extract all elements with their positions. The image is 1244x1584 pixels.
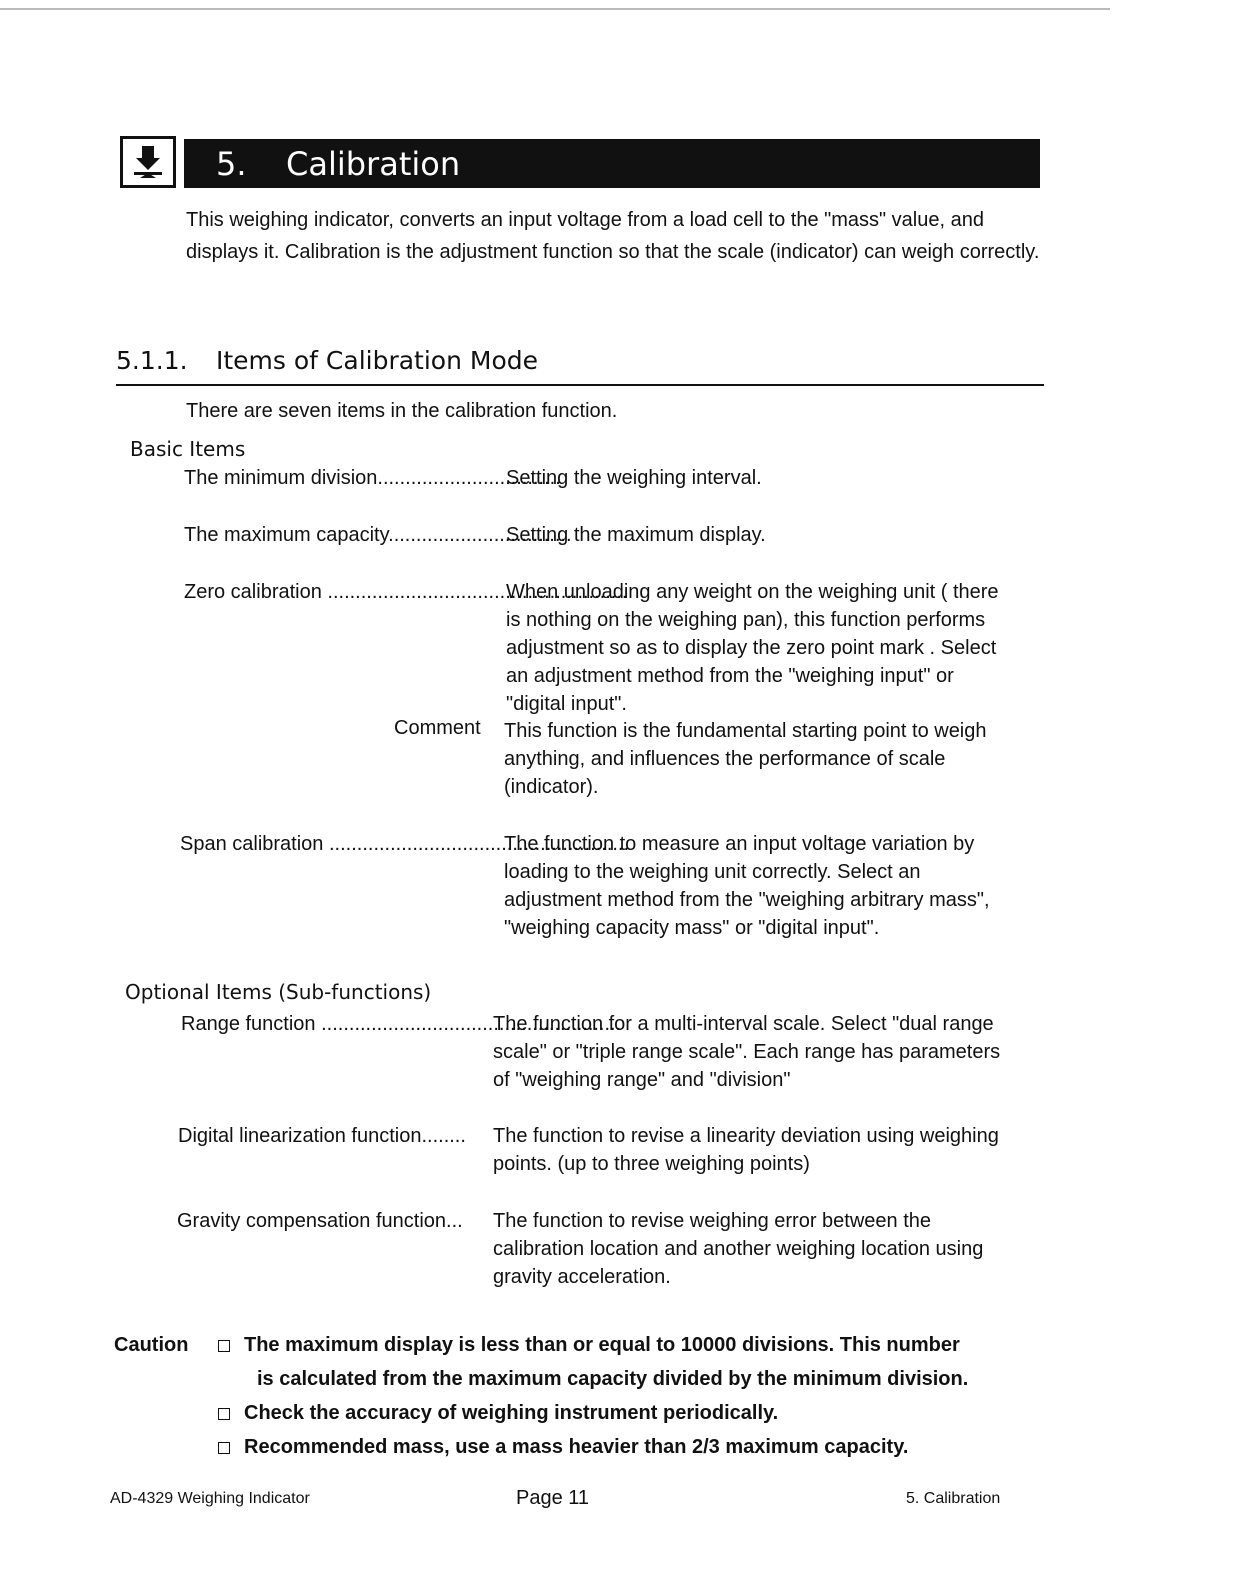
- item-description: The function to revise weighing error between the calibration location and another weighing location using gravity acceleration.: [493, 1210, 984, 1288]
- chapter-title: Calibration: [286, 144, 461, 183]
- list-item: [180, 830, 1040, 950]
- section-number: 5.1.1.: [116, 346, 188, 375]
- item-description: The function for a multi-interval scale. Select "dual range scale" or "triple range scale". Each range has parameters of "weighing range" and "division": [493, 1013, 1001, 1091]
- item-description: When unloading any weight on the weighing unit ( there is nothing on the weighing pan), this function performs adjustment so as to display the zero point mark . Select an adjustment method from the "weighing input" or "digital input".: [506, 581, 999, 715]
- top-rule: [0, 8, 1110, 10]
- list-item: [177, 1207, 1037, 1297]
- basic-items-heading: Basic Items: [130, 437, 246, 461]
- list-item: [184, 521, 1044, 551]
- chapter-title-bar: [184, 139, 1040, 188]
- footer-left: AD-4329 Weighing Indicator: [110, 1490, 310, 1507]
- checkbox-bullet-icon: [218, 1442, 230, 1454]
- list-item: [184, 464, 1044, 494]
- item-term: Range function ......................................................: [181, 1013, 622, 1035]
- item-term: The minimum division.................................: [184, 467, 561, 489]
- download-arrow-icon: [120, 136, 176, 188]
- footer-right: 5. Calibration: [906, 1490, 1001, 1507]
- caution-label: Caution: [114, 1334, 189, 1356]
- list-item: [184, 578, 1044, 718]
- item-term: Span calibration ......................................................: [180, 833, 630, 855]
- comment-label: Comment: [394, 717, 481, 739]
- caution-line: The maximum display is less than or equal to 10000 divisions. This number: [244, 1334, 960, 1356]
- checkbox-bullet-icon: [218, 1340, 230, 1352]
- optional-items-heading: Optional Items (Sub-functions): [125, 980, 432, 1004]
- item-description: Setting the maximum display.: [506, 524, 766, 546]
- caution-line: Recommended mass, use a mass heavier than 2/3 maximum capacity.: [244, 1436, 909, 1458]
- item-term: Zero calibration ......................................................: [184, 581, 628, 603]
- caution-line: Check the accuracy of weighing instrument periodically.: [244, 1402, 779, 1424]
- item-term: The maximum capacity.................................: [184, 524, 572, 546]
- section-lead: There are seven items in the calibration function.: [186, 400, 618, 422]
- section-title: Items of Calibration Mode: [216, 346, 539, 375]
- list-item: [178, 1122, 1038, 1182]
- checkbox-bullet-icon: [218, 1408, 230, 1420]
- item-term: Digital linearization function........: [178, 1125, 466, 1147]
- item-description: Setting the weighing interval.: [506, 467, 762, 489]
- item-description: The function to measure an input voltage variation by loading to the weighing unit correctly. Select an adjustment method from the "weighing arbitrary mass", "weighing capacity mass" or "digital input".: [504, 833, 990, 939]
- comment-text: This function is the fundamental starting point to weigh anything, and influences the performance of scale (indicator).: [504, 720, 987, 798]
- section-heading: [116, 346, 1044, 386]
- chapter-header: [120, 136, 1040, 188]
- item-term: Gravity compensation function...: [177, 1210, 463, 1232]
- intro-paragraph: This weighing indicator, converts an input voltage from a load cell to the "mass" value, and displays it. Calibration is the adjustment function so that the scale (indicator) can weigh correctly.: [186, 209, 1040, 263]
- chapter-number: 5.: [216, 144, 247, 183]
- item-description: The function to revise a linearity deviation using weighing points. (up to three weighing points): [493, 1125, 999, 1175]
- caution-line: is calculated from the maximum capacity divided by the minimum division.: [257, 1368, 969, 1390]
- list-item: [181, 1010, 1041, 1100]
- footer-page-number: Page 11: [516, 1487, 590, 1509]
